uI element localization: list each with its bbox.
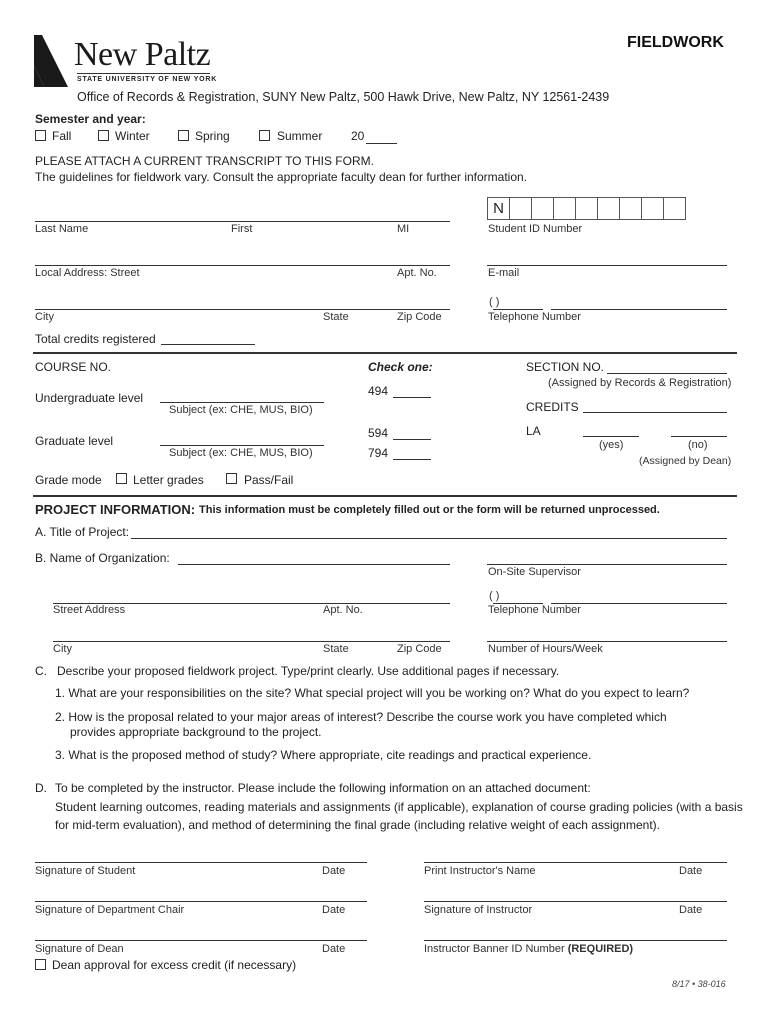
banner-id-label	[424, 943, 633, 955]
section-d-letter: D.	[35, 781, 47, 795]
org-telephone-label: Telephone Number	[488, 604, 581, 616]
project-heading-note: This information must be completely filled out or the form will be returned unprocessed.	[199, 504, 660, 516]
letter-grades-label: Letter grades	[133, 473, 204, 487]
area-code-field[interactable]	[493, 309, 543, 310]
semester-heading: Semester and year:	[35, 112, 146, 126]
n594-label: 594	[368, 426, 389, 440]
pass-fail-checkbox[interactable]	[226, 473, 237, 484]
la-no-label: (no)	[688, 439, 708, 451]
summer-checkbox[interactable]	[259, 130, 270, 141]
question-2-cont: provides appropriate background to the project.	[70, 725, 322, 739]
section-no-field[interactable]	[607, 373, 727, 374]
title-of-project-field[interactable]	[131, 538, 727, 539]
letter-grades-checkbox[interactable]	[116, 473, 127, 484]
student-signature-label: Signature of Student	[35, 865, 136, 877]
guidelines-notice: The guidelines for fieldwork vary. Consult the appropriate faculty dean for further information.	[35, 170, 528, 184]
phone-area-code: ( )	[489, 296, 500, 308]
banner-id-text: Instructor Banner ID Number	[424, 943, 565, 955]
city-label: City	[35, 311, 54, 323]
organization-label: B. Name of Organization:	[35, 551, 170, 565]
onsite-supervisor-label: On-Site Supervisor	[488, 566, 581, 578]
form-title: FIELDWORK	[627, 34, 724, 51]
dean-approval-label: Dean approval for excess credit (if necessary)	[52, 958, 297, 972]
instructor-name-date-label: Date	[679, 865, 703, 877]
hours-per-week-field[interactable]	[487, 641, 727, 642]
credits-field[interactable]	[583, 412, 727, 413]
onsite-supervisor-field[interactable]	[487, 564, 727, 565]
undergrad-subject-field[interactable]	[160, 402, 324, 403]
instructor-date-label: Date	[679, 904, 703, 916]
org-state-label: State	[323, 643, 349, 655]
question-3: 3. What is the proposed method of study? Where appropriate, cite readings and practical experience.	[55, 748, 592, 762]
last-name-label: Last Name	[35, 223, 89, 235]
n494-label: 494	[368, 384, 389, 398]
section-divider-project	[33, 495, 737, 497]
dean-approval-checkbox[interactable]	[35, 959, 46, 970]
section-d-text: To be completed by the instructor. Please include the following information on an attached document:	[55, 781, 591, 795]
transcript-notice: PLEASE ATTACH A CURRENT TRANSCRIPT TO THIS FORM.	[35, 154, 374, 168]
instructor-signature-field[interactable]	[424, 901, 727, 902]
assigned-dean-note: (Assigned by Dean)	[639, 455, 732, 467]
question-1: 1. What are your responsibilities on the site? What special project will you be working on? What do you expect to learn?	[55, 686, 690, 700]
name-field[interactable]	[35, 221, 450, 222]
la-yes-field[interactable]	[583, 436, 639, 437]
assigned-records-note: (Assigned by Records & Registration)	[548, 377, 732, 389]
pass-fail-label: Pass/Fail	[244, 473, 294, 487]
n794-label: 794	[368, 446, 389, 460]
grad-subject-field[interactable]	[160, 445, 324, 446]
telephone-field[interactable]	[551, 309, 727, 310]
la-label: LA	[526, 424, 541, 438]
dean-signature-label: Signature of Dean	[35, 943, 124, 955]
instructor-name-label: Print Instructor's Name	[424, 865, 536, 877]
n494-field[interactable]	[393, 397, 431, 398]
summer-label: Summer	[277, 129, 323, 143]
question-2: 2. How is the proposal related to your major areas of interest? Describe the course work you have completed which	[55, 710, 667, 724]
banner-id-required: (REQUIRED)	[567, 943, 634, 955]
section-no-label: SECTION NO.	[526, 360, 605, 374]
section-d-text-3: for mid-term evaluation), and method of determining the final grade (including relative weight of each assignment).	[55, 818, 660, 832]
email-field[interactable]	[487, 265, 727, 266]
apt-label: Apt. No.	[397, 267, 437, 279]
winter-checkbox[interactable]	[98, 130, 109, 141]
la-yes-label: (yes)	[599, 439, 624, 451]
credits-registered-field[interactable]	[161, 344, 255, 345]
project-heading: PROJECT INFORMATION:	[35, 502, 196, 517]
credits-registered-label: Total credits registered	[35, 332, 156, 346]
local-address-field[interactable]	[35, 265, 450, 266]
org-zip-label: Zip Code	[397, 643, 442, 655]
dean-date-label: Date	[322, 943, 346, 955]
title-of-project-label: A. Title of Project:	[35, 525, 130, 539]
student-id-label: Student ID Number	[488, 223, 583, 235]
section-c-letter: C.	[35, 664, 47, 678]
student-signature-field[interactable]	[35, 862, 367, 863]
la-no-field[interactable]	[671, 436, 727, 437]
check-one-label: Check one:	[368, 360, 433, 374]
mi-label: MI	[397, 223, 410, 235]
grade-mode-label: Grade mode	[35, 473, 102, 487]
year-field[interactable]	[366, 143, 397, 144]
new-paltz-logo-mark	[34, 35, 68, 87]
hours-per-week-label: Number of Hours/Week	[488, 643, 603, 655]
student-date-label: Date	[322, 865, 346, 877]
grad-subject-hint: Subject (ex: CHE, MUS, BIO)	[169, 447, 313, 459]
instructor-signature-label: Signature of Instructor	[424, 904, 533, 916]
credits-label: CREDITS	[526, 400, 579, 414]
org-apt-label: Apt. No.	[323, 604, 363, 616]
telephone-label: Telephone Number	[488, 311, 581, 323]
email-label: E-mail	[488, 267, 520, 279]
section-d-text-2: Student learning outcomes, reading materials and assignments (if applicable), explanation of course grading policies (with a basis	[55, 800, 743, 814]
org-city-field[interactable]	[53, 641, 450, 642]
organization-field[interactable]	[178, 564, 450, 565]
org-street-label: Street Address	[53, 604, 126, 616]
logo-subtitle: STATE UNIVERSITY OF NEW YORK	[77, 76, 218, 83]
form-code: 8/17 • 38-016	[672, 979, 726, 989]
city-field[interactable]	[35, 309, 450, 310]
chair-signature-label: Signature of Department Chair	[35, 904, 185, 916]
org-city-label: City	[53, 643, 72, 655]
chair-date-label: Date	[322, 904, 346, 916]
student-id-boxes[interactable]	[487, 197, 685, 220]
zip-label: Zip Code	[397, 311, 442, 323]
first-name-label: First	[231, 223, 253, 235]
spring-checkbox[interactable]	[178, 130, 189, 141]
state-label: State	[323, 311, 349, 323]
org-phone-area-code: ( )	[489, 590, 500, 602]
fall-checkbox[interactable]	[35, 130, 46, 141]
section-divider-course	[33, 352, 737, 354]
section-c-text: Describe your proposed fieldwork project. Type/print clearly. Use additional pages if necessary.	[57, 664, 560, 678]
year-prefix: 20	[351, 129, 365, 143]
office-address: Office of Records & Registration, SUNY New Paltz, 500 Hawk Drive, New Paltz, NY 12561-2439	[77, 90, 610, 104]
instructor-name-field[interactable]	[424, 862, 727, 863]
chair-signature-field[interactable]	[35, 901, 367, 902]
banner-id-field[interactable]	[424, 940, 727, 941]
n594-field[interactable]	[393, 439, 431, 440]
logo-wordmark: New Paltz	[74, 36, 211, 73]
dean-signature-field[interactable]	[35, 940, 367, 941]
student-id-prefix: N	[487, 197, 510, 220]
undergrad-subject-hint: Subject (ex: CHE, MUS, BIO)	[169, 404, 313, 416]
spring-label: Spring	[195, 129, 230, 143]
course-no-label: COURSE NO.	[35, 360, 112, 374]
n794-field[interactable]	[393, 459, 431, 460]
undergrad-label: Undergraduate level	[35, 391, 144, 405]
winter-label: Winter	[115, 129, 150, 143]
graduate-label: Graduate level	[35, 434, 114, 448]
fall-label: Fall	[52, 129, 72, 143]
local-address-label: Local Address: Street	[35, 267, 140, 279]
